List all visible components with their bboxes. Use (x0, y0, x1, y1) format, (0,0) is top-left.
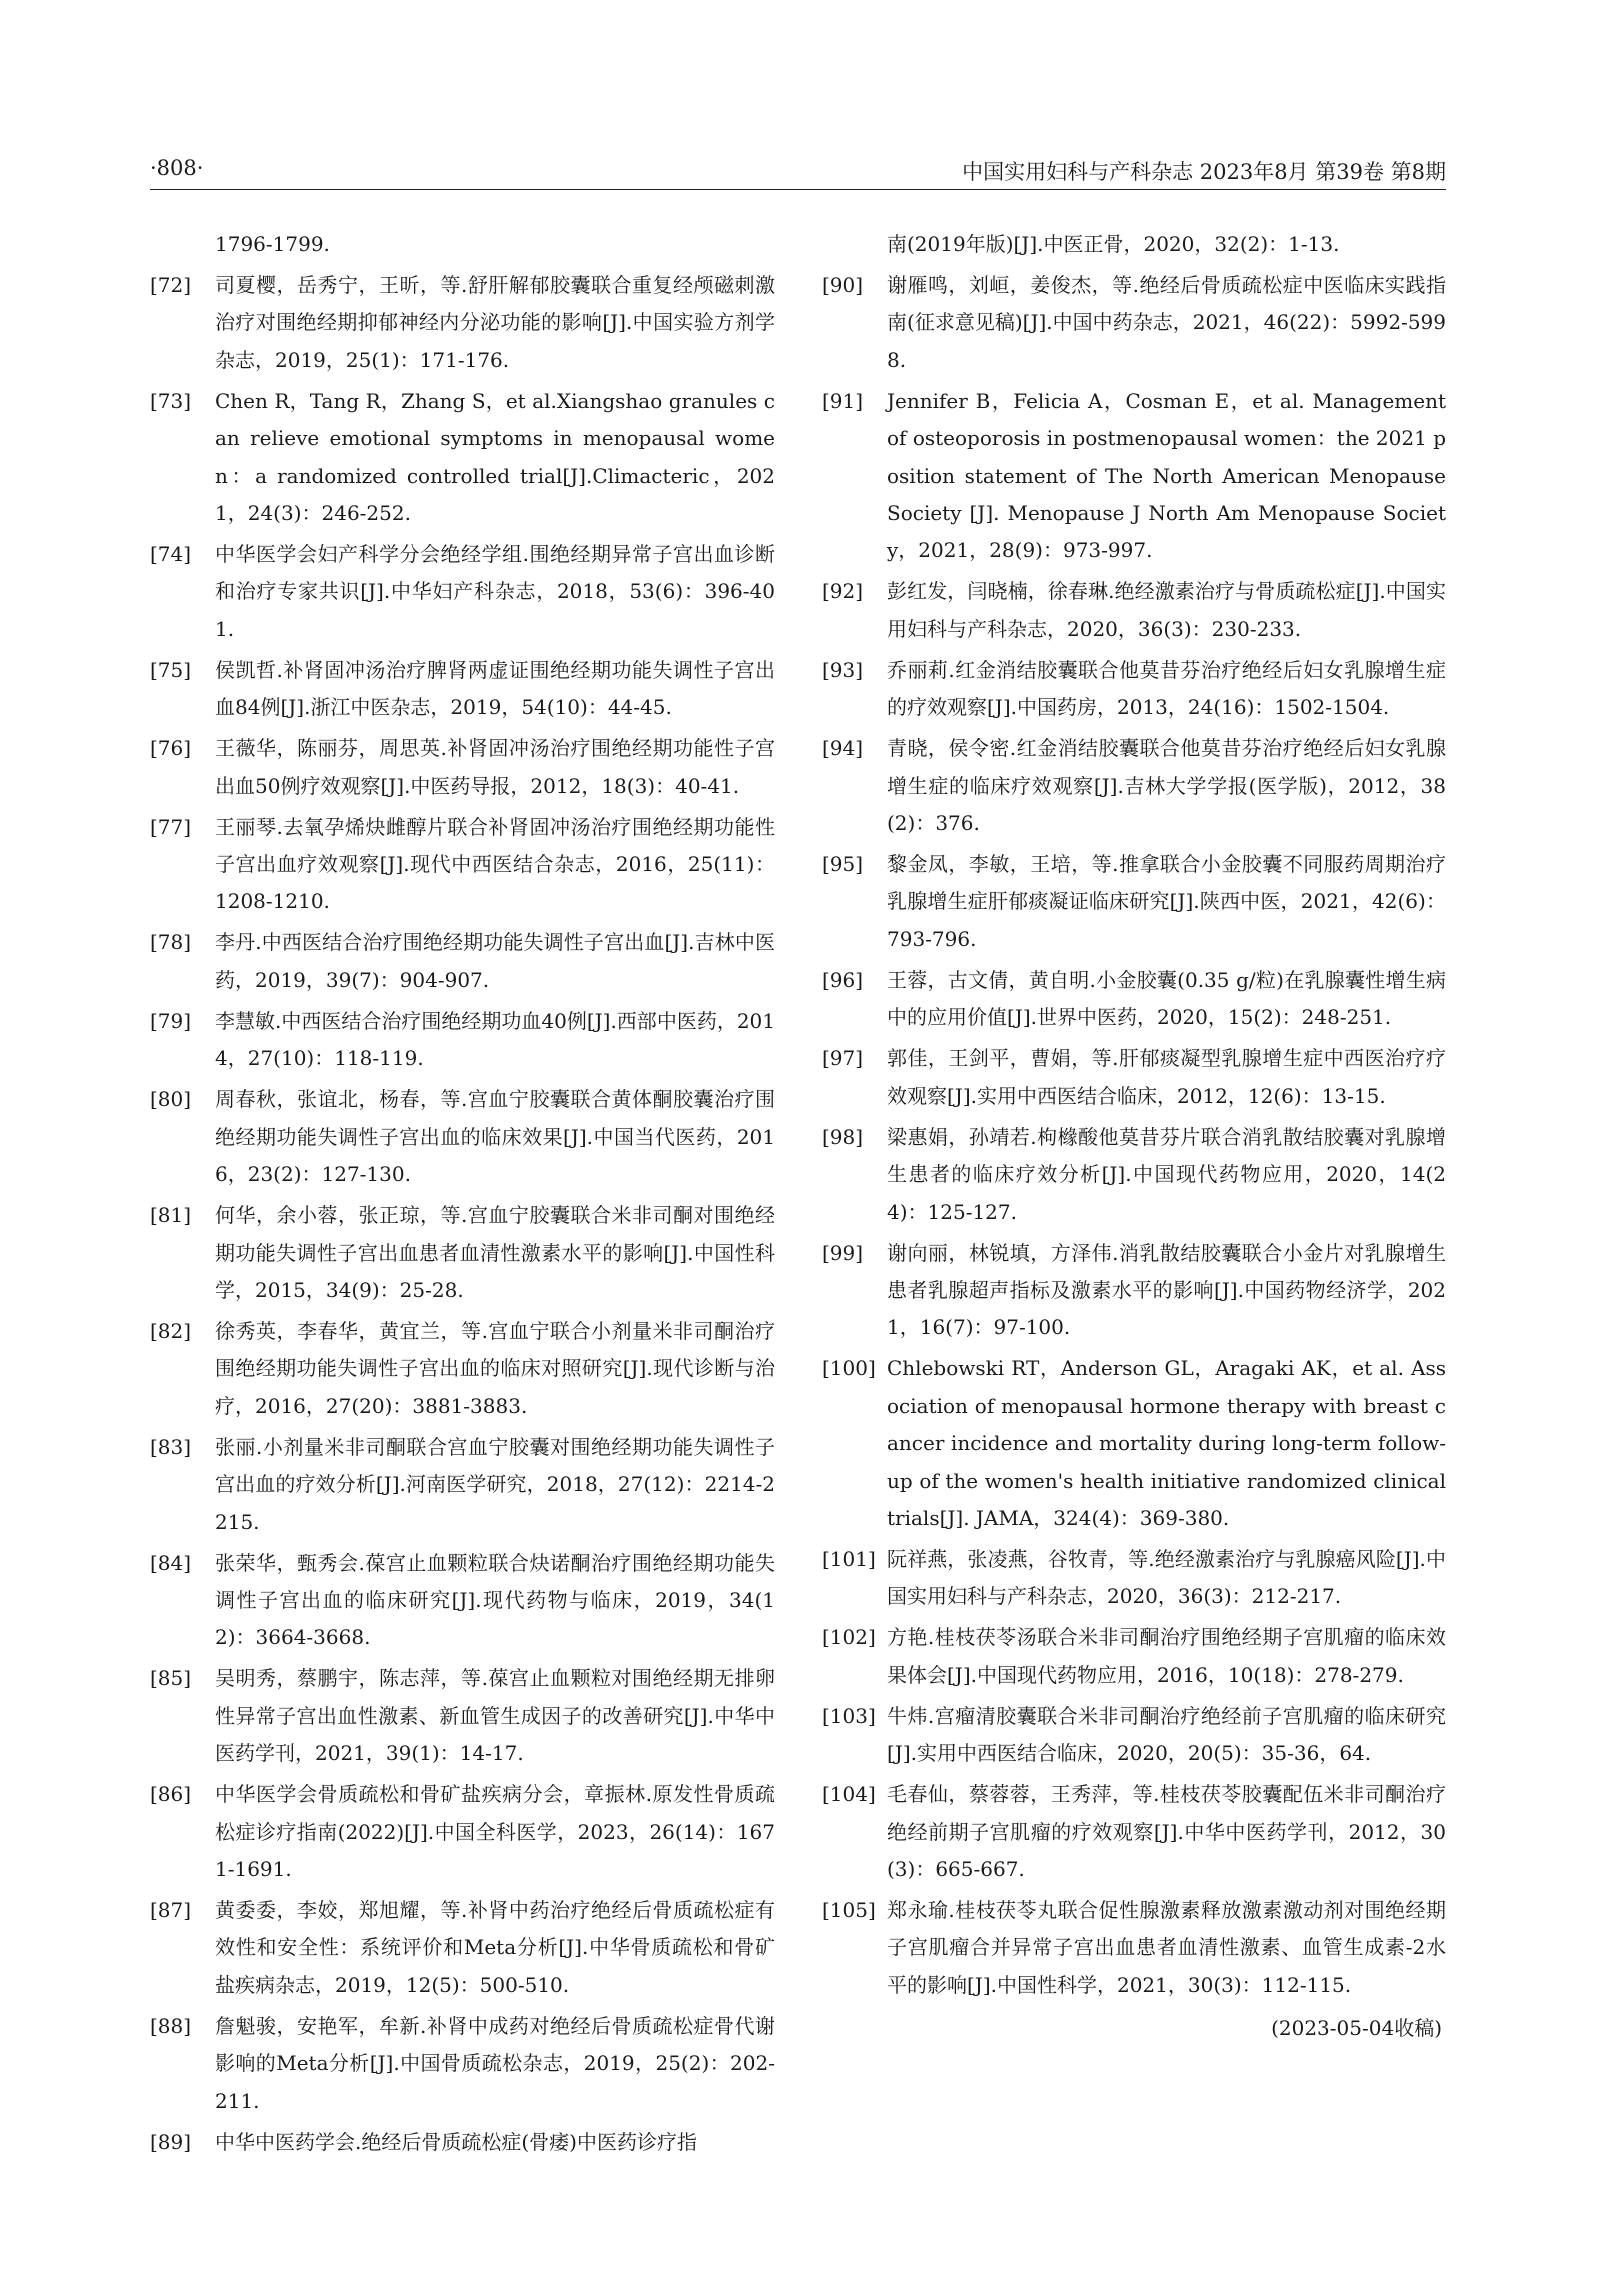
reference-number: [104] (822, 1782, 876, 1807)
reference-number: [73] (150, 388, 192, 413)
received-date: (2023-05-04收稿) (1271, 2016, 1442, 2041)
reference-number: [84] (150, 1550, 192, 1575)
reference-text: Chen R，Tang R，Zhang S，et al.Xiangshao granules can relieve emotional symptoms in menopausal women：a randomized controlled trial[J].Climacteric，2021，24(3)：246-252. (215, 388, 775, 526)
journal-info: 中国实用妇科与产科杂志 2023年8月 第39卷 第8期 (962, 160, 1446, 184)
reference-text: 吴明秀，蔡鹏宇，陈志萍，等.葆宫止血颗粒对围绝经期无排卵性异常子宫出血性激素、新血管生成因子的改善研究[J].中华中医药学刊，2021，39(1)：14-17. (215, 1666, 775, 1766)
reference-number: [78] (150, 930, 192, 955)
reference-item (150, 1313, 775, 1425)
reference-item (150, 1545, 775, 1657)
reference-item (822, 1040, 1446, 1115)
reference-item (150, 536, 775, 648)
reference-item (822, 1119, 1446, 1231)
reference-item (822, 383, 1446, 570)
reference-item (150, 1660, 775, 1772)
reference-number: [89] (150, 2129, 192, 2154)
reference-item (150, 1892, 775, 2004)
reference-number: [74] (150, 542, 192, 567)
header-divider (150, 189, 1446, 190)
reference-text: 王丽琴.去氧孕烯炔雌醇片联合补肾固冲汤治疗围绝经期功能性子宫出血疗效观察[J].现代中西医结合杂志，2016，25(11)：1208-1210. (215, 814, 775, 914)
reference-text: 黎金凤，李敏，王培，等.推拿联合小金胶囊不同服药周期治疗乳腺增生症肝郁痰凝证临床研究[J].陕西中医，2021，42(6)：793-796. (887, 852, 1446, 951)
reference-text: 司夏樱，岳秀宁，王昕，等.舒肝解郁胶囊联合重复经颅磁刺激治疗对围绝经期抑郁神经内分泌功能的影响[J].中国实验方剂学杂志，2019，25(1)：171-176. (215, 273, 775, 372)
reference-item (150, 1081, 775, 1193)
reference-number: [82] (150, 1318, 192, 1343)
reference-item (150, 2124, 775, 2161)
page-number: ·808· (150, 156, 204, 180)
reference-continuation: 1796-1799. (215, 232, 330, 256)
reference-item (150, 267, 775, 379)
reference-number: [103] (822, 1703, 876, 1728)
reference-text: 中华医学会妇产科学分会绝经学组.围绝经期异常子宫出血诊断和治疗专家共识[J].中华妇产科杂志，2018，53(6)：396-401. (215, 542, 775, 641)
reference-item (822, 962, 1446, 1037)
reference-number: [83] (150, 1434, 192, 1459)
reference-item (822, 1235, 1446, 1347)
reference-text: 谢雁鸣，刘峘，姜俊杰，等.绝经后骨质疏松症中医临床实践指南(征求意见稿)[J].中国中药杂志，2021，46(22)：5992-5998. (887, 273, 1446, 372)
reference-text: 黄委委，李姣，郑旭耀，等.补肾中药治疗绝经后骨质疏松症有效性和安全性：系统评价和Meta分析[J].中华骨质疏松和骨矿盐疾病杂志，2019，12(5)：500-510. (215, 1897, 775, 1997)
reference-number: [90] (822, 273, 864, 297)
reference-item (150, 1197, 775, 1309)
reference-number: [86] (150, 1782, 192, 1807)
right-column (822, 226, 1446, 2048)
reference-item (822, 1619, 1446, 1694)
reference-text: 张荣华，甄秀会.葆宫止血颗粒联合炔诺酮治疗围绝经期功能失调性子宫出血的临床研究[J].现代药物与临床，2019，34(12)：3664-3668. (215, 1550, 775, 1650)
reference-text: 梁惠娟，孙靖若.枸橼酸他莫昔芬片联合消乳散结胶囊对乳腺增生患者的临床疗效分析[J].中国现代药物应用，2020，14(24)：125-127. (887, 1124, 1446, 1224)
reference-item (150, 809, 775, 921)
reference-item (150, 730, 775, 805)
reference-item (822, 1892, 1446, 2004)
reference-text: 乔丽莉.红金消结胶囊联合他莫昔芬治疗绝经后妇女乳腺增生症的疗效观察[J].中国药房，2013，24(16)：1502-1504. (887, 657, 1446, 720)
reference-item (150, 1003, 775, 1078)
reference-item (822, 267, 1446, 379)
reference-item (150, 2008, 775, 2120)
reference-text: 詹魁骏，安艳军，牟新.补肾中成药对绝经后骨质疏松症骨代谢影响的Meta分析[J].中国骨质疏松杂志，2019，25(2)：202-211. (215, 2013, 775, 2113)
reference-item (822, 1350, 1446, 1537)
reference-item (822, 1698, 1446, 1773)
page-header (150, 152, 1446, 192)
reference-text: 何华，余小蓉，张正琼，等.宫血宁胶囊联合米非司酮对围绝经期功能失调性子宫出血患者血清性激素水平的影响[J].中国性科学，2015，34(9)：25-28. (215, 1203, 775, 1302)
reference-number: [91] (822, 388, 864, 413)
reference-number: [93] (822, 657, 864, 682)
reference-continuation: 南(2019年版)[J].中医正骨，2020，32(2)：1-13. (887, 232, 1340, 256)
reference-text: 王蓉，古文倩，黄自明.小金胶囊(0.35 g/粒)在乳腺囊性增生病中的应用价值[J].世界中医药，2020，15(2)：248-251. (887, 967, 1446, 1030)
reference-number: [79] (150, 1008, 192, 1033)
reference-text: 牛炜.宫瘤清胶囊联合米非司酮治疗绝经前子宫肌瘤的临床研究[J].实用中西医结合临床，2020，20(5)：35-36，64. (887, 1703, 1446, 1766)
reference-number: [81] (150, 1203, 192, 1228)
reference-text: Chlebowski RT，Anderson GL，Aragaki AK，et al. Association of menopausal hormone therapy with breast cancer incidence and mortality during long-term follow-up of the women's health initiative randomized clinical trials[J]. JAMA，324(4)：369-380. (887, 1356, 1446, 1530)
reference-item (150, 383, 775, 533)
reference-item (822, 1541, 1446, 1616)
reference-number: [94] (822, 736, 864, 761)
reference-number: [105] (822, 1897, 876, 1922)
reference-number: [99] (822, 1240, 864, 1265)
reference-number: [80] (150, 1087, 192, 1112)
reference-number: [101] (822, 1546, 876, 1571)
reference-text: 李丹.中西医结合治疗围绝经期功能失调性子宫出血[J].吉林中医药，2019，39(7)：904-907. (215, 930, 775, 992)
reference-text: 青晓，侯令密.红金消结胶囊联合他莫昔芬治疗绝经后妇女乳腺增生症的临床疗效观察[J].吉林大学学报(医学版)，2012，38(2)：376. (887, 736, 1446, 836)
reference-text: 张丽.小剂量米非司酮联合宫血宁胶囊对围绝经期功能失调性子宫出血的疗效分析[J].河南医学研究，2018，27(12)：2214-2215. (215, 1434, 775, 1534)
reference-number: [102] (822, 1625, 876, 1650)
reference-text: 中华医学会骨质疏松和骨矿盐疾病分会，章振林.原发性骨质疏松症诊疗指南(2022)[J].中国全科医学，2023，26(14)：1671-1691. (215, 1782, 775, 1881)
reference-number: [100] (822, 1356, 876, 1381)
reference-item (822, 1776, 1446, 1888)
reference-number: [87] (150, 1897, 192, 1922)
reference-number: [98] (822, 1124, 864, 1149)
left-column (150, 226, 775, 2165)
reference-text: 李慧敏.中西医结合治疗围绝经期功血40例[J].西部中医药，2014，27(10)：118-119. (215, 1008, 775, 1071)
reference-text: 郭佳，王剑平，曹娟，等.肝郁痰凝型乳腺增生症中西医治疗疗效观察[J].实用中西医结合临床，2012，12(6)：13-15. (887, 1046, 1446, 1108)
reference-item (150, 652, 775, 727)
reference-text: 毛春仙，蔡蓉蓉，王秀萍，等.桂枝茯苓胶囊配伍米非司酮治疗绝经前期子宫肌瘤的疗效观察[J].中华中医药学刊，2012，30(3)：665-667. (887, 1782, 1446, 1881)
reference-text: 徐秀英，李春华，黄宜兰，等.宫血宁联合小剂量米非司酮治疗围绝经期功能失调性子宫出血的临床对照研究[J].现代诊断与治疗，2016，27(20)：3881-3883. (215, 1318, 775, 1418)
reference-item (150, 924, 775, 999)
reference-text: Jennifer B，Felicia A，Cosman E，et al. Management of osteoporosis in postmenopausal women：the 2021 position statement of The North American Menopause Society [J]. Menopause J North Am Menopause Society，2021，28(9)：973-997. (887, 388, 1446, 563)
reference-number: [95] (822, 852, 864, 877)
reference-list-left (150, 267, 775, 2161)
reference-item (150, 1776, 775, 1888)
reference-text: 王薇华，陈丽芬，周思英.补肾固冲汤治疗围绝经期功能性子宫出血50例疗效观察[J].中医药导报，2012，18(3)：40-41. (215, 736, 775, 798)
reference-text: 周春秋，张谊北，杨春，等.宫血宁胶囊联合黄体酮胶囊治疗围绝经期功能失调性子宫出血的临床效果[J].中国当代医药，2016，23(2)：127-130. (215, 1087, 775, 1187)
reference-number: [76] (150, 736, 192, 761)
reference-number: [77] (150, 814, 192, 839)
reference-number: [85] (150, 1666, 192, 1691)
reference-number: [88] (150, 2013, 192, 2038)
reference-text: 郑永瑜.桂枝茯苓丸联合促性腺激素释放激素激动剂对围绝经期子宫肌瘤合并异常子宫出血患者血清性激素、血管生成素-2水平的影响[J].中国性科学，2021，30(3)：112-115. (887, 1897, 1446, 1997)
reference-number: [97] (822, 1046, 864, 1071)
reference-item (822, 846, 1446, 958)
reference-number: [92] (822, 579, 864, 604)
reference-text: 谢向丽，林锐填，方泽伟.消乳散结胶囊联合小金片对乳腺增生患者乳腺超声指标及激素水平的影响[J].中国药物经济学，2021，16(7)：97-100. (887, 1240, 1446, 1340)
reference-text: 方艳.桂枝茯苓汤联合米非司酮治疗围绝经期子宫肌瘤的临床效果体会[J].中国现代药物应用，2016，10(18)：278-279. (887, 1625, 1446, 1687)
reference-text: 侯凯哲.补肾固冲汤治疗脾肾两虚证围绝经期功能失调性子宫出血84例[J].浙江中医杂志，2019，54(10)：44-45. (215, 657, 775, 720)
reference-item (150, 1429, 775, 1541)
reference-item (822, 652, 1446, 727)
reference-text: 彭红发，闫晓楠，徐春琳.绝经激素治疗与骨质疏松症[J].中国实用妇科与产科杂志，2020，36(3)：230-233. (887, 579, 1446, 641)
reference-number: [96] (822, 967, 864, 992)
reference-list-right (822, 267, 1446, 2004)
reference-number: [72] (150, 273, 192, 297)
reference-number: [75] (150, 657, 192, 682)
reference-text: 阮祥燕，张凌燕，谷牧青，等.绝经激素治疗与乳腺癌风险[J].中国实用妇科与产科杂志，2020，36(3)：212-217. (887, 1546, 1446, 1609)
reference-item (822, 573, 1446, 648)
reference-item (822, 730, 1446, 842)
reference-text: 中华中医药学会.绝经后骨质疏松症(骨痿)中医药诊疗指 (215, 2129, 697, 2154)
